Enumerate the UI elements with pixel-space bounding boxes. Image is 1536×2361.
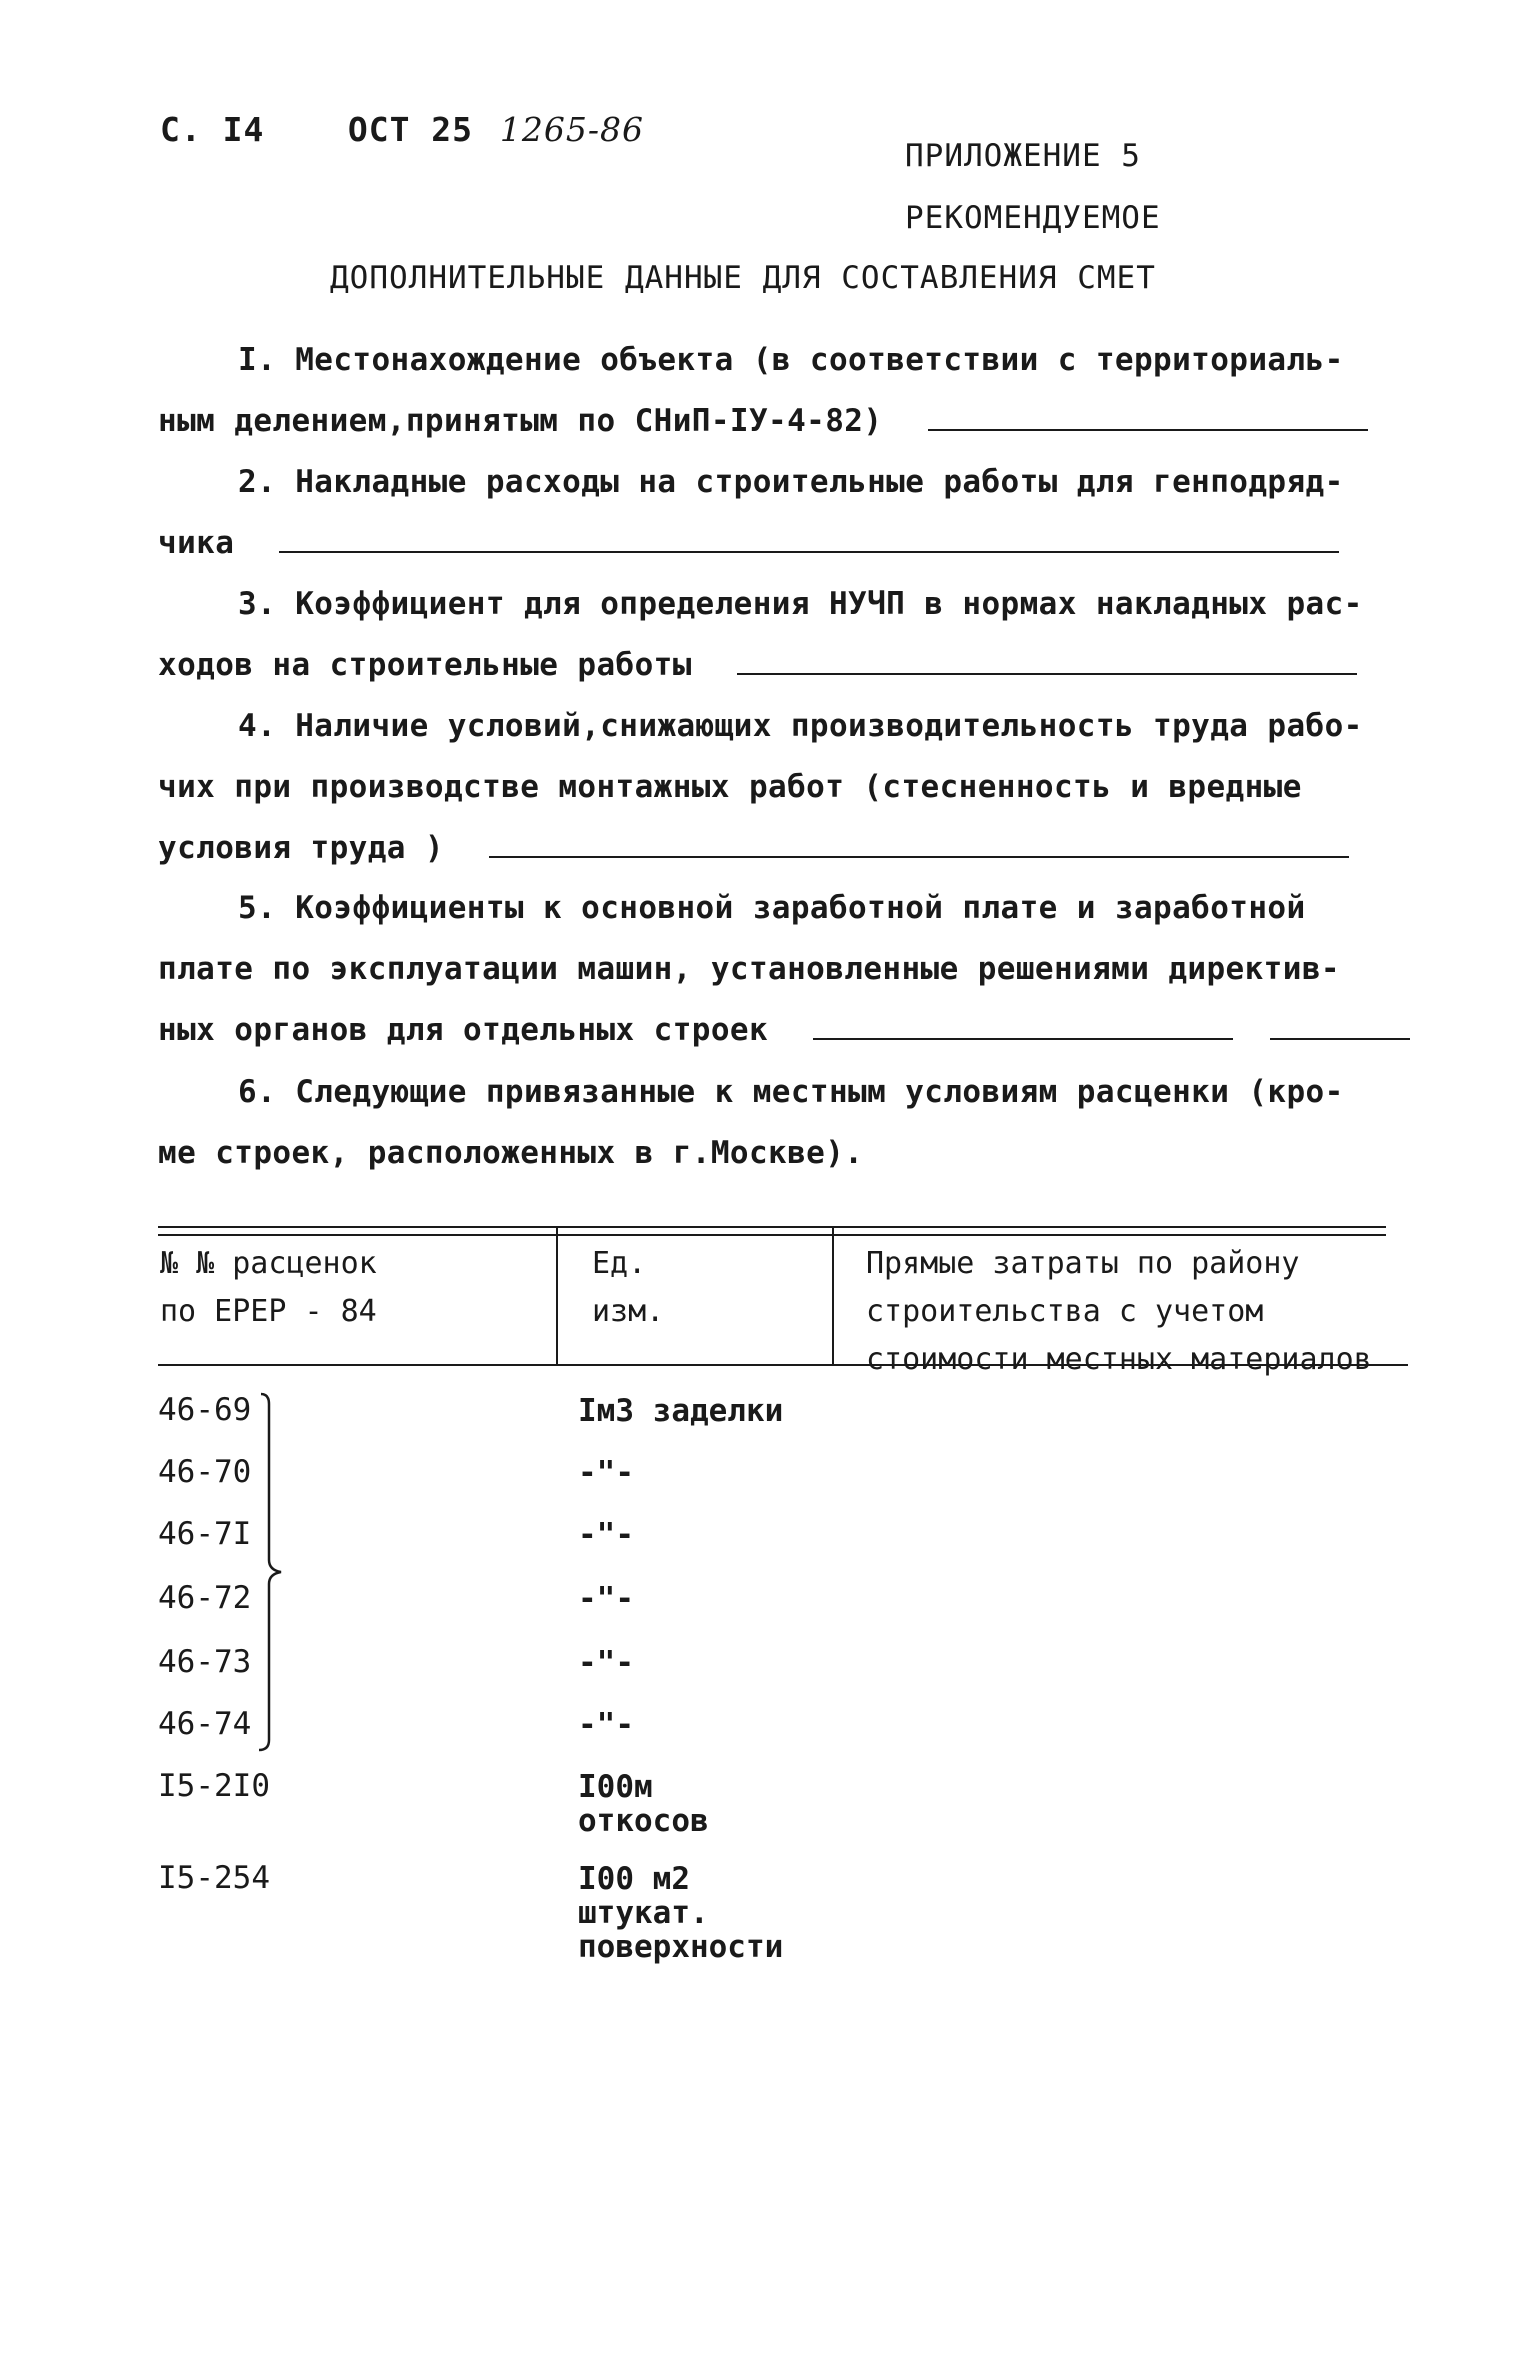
table-top-rule: [158, 1226, 1386, 1228]
item-2: 2. Накладные расходы на строительные работы для генподряд- чика: [158, 464, 1344, 561]
item-6: 6. Следующие привязанные к местным условиям расценки (кро- ме строек, расположенных в г.Москве).: [158, 1074, 1344, 1171]
table-row-unit: I00м откосов: [578, 1769, 709, 1839]
handwritten-number: 1265-86: [499, 110, 645, 149]
table-row-code: I5-254: [158, 1860, 270, 1896]
fill-in-line: [1270, 1014, 1410, 1040]
item-3: 3. Коэффициент для определения НУЧП в нормах накладных рас- ходов на строительные работы: [158, 586, 1363, 683]
table-row-code: 46-7I: [158, 1516, 252, 1552]
table-header-rule: [158, 1364, 1408, 1366]
table-row-code: 46-73: [158, 1644, 252, 1680]
table-row-code: 46-72: [158, 1580, 252, 1616]
item-5: 5. Коэффициенты к основной заработной плате и заработной плате по эксплуатации машин, установленные решениями директив- ных органов для отдельных строек: [158, 878, 1348, 1061]
table-row-code: 46-74: [158, 1706, 252, 1742]
item-4: 4. Наличие условий,снижающих производительность труда рабо- чих при производстве монтажных работ (стесненность и вредные условия труда ): [158, 708, 1363, 866]
table-header-code: № № расценок по ЕРЕР - 84: [160, 1246, 377, 1329]
table-column-divider: [832, 1228, 834, 1364]
table-row-code: 46-70: [158, 1454, 252, 1490]
standard-code: ОСТ 25: [347, 110, 474, 149]
item-1: I. Местонахождение объекта (в соответствии с территориаль- ным делением,принятым по СНиП-IУ-4-82): [158, 330, 1348, 452]
annex-label: ПРИЛОЖЕНИЕ 5: [905, 138, 1141, 174]
fill-in-line: [813, 1014, 1233, 1040]
table-row-unit: -"-: [578, 1517, 634, 1553]
document-title: ДОПОЛНИТЕЛЬНЫЕ ДАННЫЕ ДЛЯ СОСТАВЛЕНИЯ СМЕТ: [330, 260, 1156, 296]
fill-in-line: [737, 649, 1357, 675]
table-row-code: 46-69: [158, 1392, 252, 1428]
page-ref: С. I4: [160, 110, 265, 149]
table-top-rule: [158, 1234, 1386, 1236]
annex-status: РЕКОМЕНДУЕМОЕ: [905, 200, 1161, 236]
fill-in-line: [279, 527, 1339, 553]
table-row-unit: -"-: [578, 1581, 634, 1617]
table-row-unit: Iм3 заделки: [578, 1393, 784, 1429]
page-header-ref: [160, 110, 644, 149]
table-row-unit: -"-: [578, 1645, 634, 1681]
fill-in-line: [928, 405, 1368, 431]
table-row-unit: I00 м2 штукат. поверхности: [578, 1861, 784, 1965]
table-column-divider: [556, 1228, 558, 1364]
table-row-unit: -"-: [578, 1707, 634, 1743]
table-header-cost: Прямые затраты по району строительства с учетом стоимости местных материалов: [866, 1246, 1372, 1377]
table-row-code: I5-2I0: [158, 1768, 270, 1804]
table-header-unit: Ед. изм.: [592, 1246, 665, 1329]
grouping-brace-icon: [255, 1392, 295, 1752]
fill-in-line: [489, 832, 1349, 858]
table-row-unit: -"-: [578, 1455, 634, 1491]
